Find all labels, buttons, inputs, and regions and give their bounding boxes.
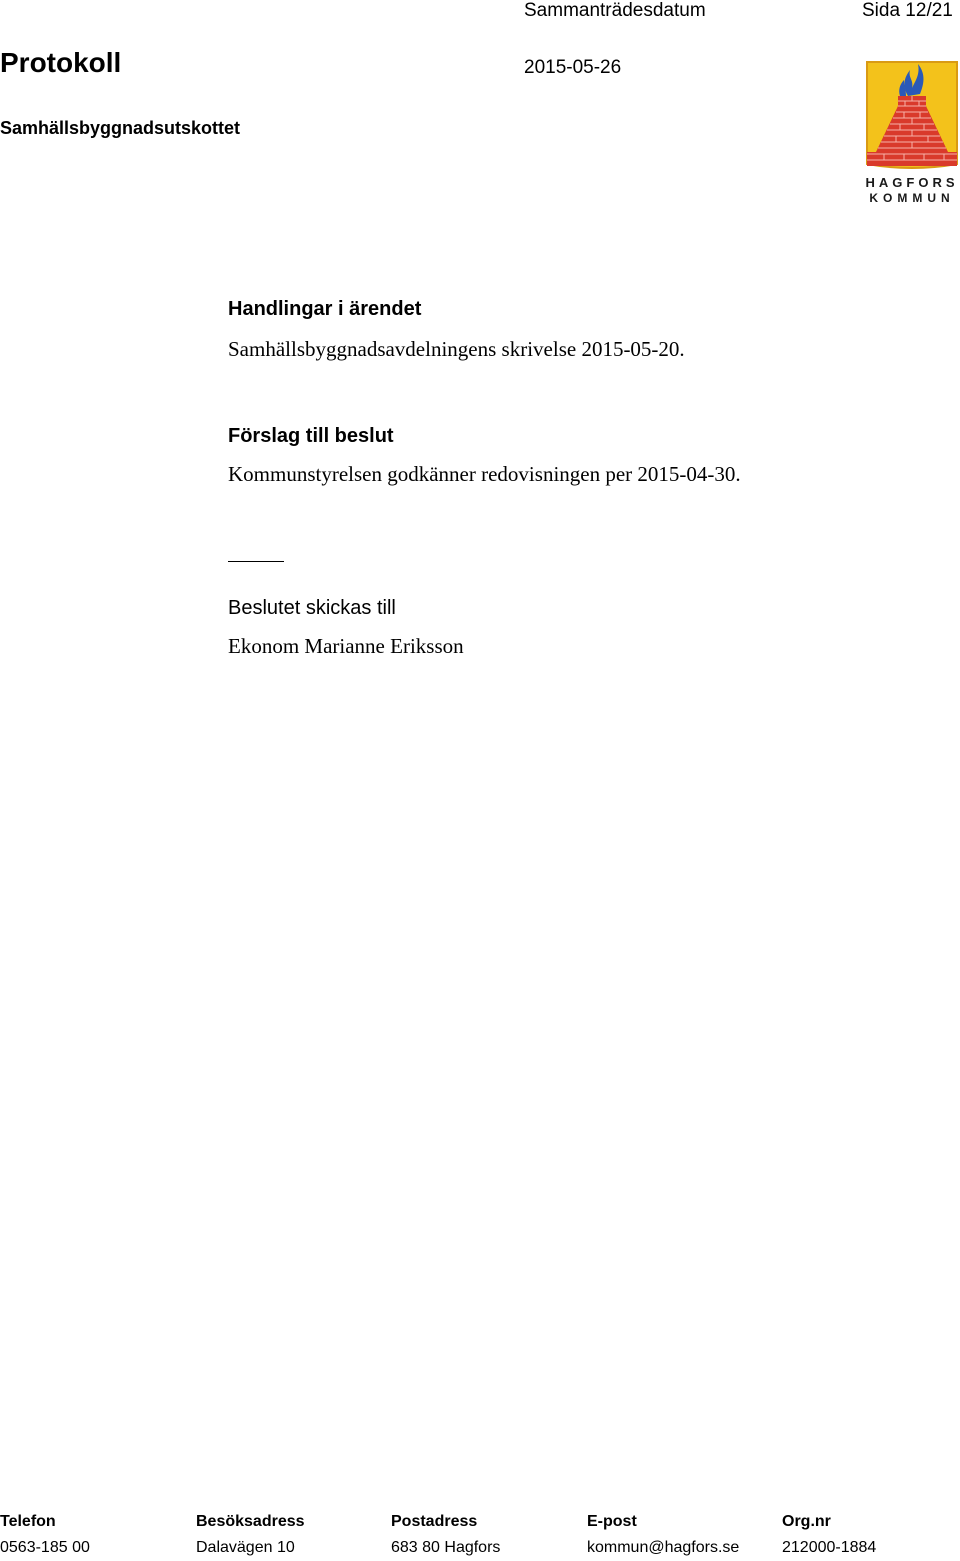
footer-column-visit bbox=[196, 1511, 305, 1559]
footer-column-email bbox=[587, 1511, 739, 1559]
committee-name: Samhällsbyggnadsutskottet bbox=[0, 118, 241, 138]
footer-value-phone: 0563-185 00 bbox=[0, 1539, 90, 1556]
footer-label-phone: Telefon bbox=[0, 1513, 56, 1530]
distribution-text: Ekonom Marianne Eriksson bbox=[228, 634, 464, 658]
proposal-text: Kommunstyrelsen godkänner redovisningen per 2015-04-30. bbox=[228, 462, 741, 486]
meeting-date-label: Sammanträdesdatum bbox=[524, 0, 706, 21]
footer-label-email: E-post bbox=[587, 1513, 637, 1530]
proposal-heading: Förslag till beslut bbox=[228, 425, 394, 447]
footer-label-visit: Besöksadress bbox=[196, 1513, 305, 1530]
logo-name-line2: KOMMUN bbox=[869, 191, 955, 205]
footer-column-orgnr bbox=[782, 1511, 876, 1559]
meeting-date: 2015-05-26 bbox=[524, 57, 622, 78]
logo-name-line1: HAGFORS bbox=[865, 175, 959, 190]
footer-label-postal: Postadress bbox=[391, 1513, 478, 1530]
hagfors-logo bbox=[864, 60, 960, 205]
distribution-heading: Beslutet skickas till bbox=[228, 597, 396, 619]
footer-column-postal bbox=[391, 1511, 500, 1559]
document-title: Protokoll bbox=[0, 47, 122, 78]
footer-value-orgnr: 212000-1884 bbox=[782, 1539, 877, 1556]
documents-text: Samhällsbyggnadsavdelningens skrivelse 2015-05-20. bbox=[228, 337, 685, 361]
documents-heading: Handlingar i ärendet bbox=[228, 298, 422, 320]
footer-value-visit: Dalavägen 10 bbox=[196, 1539, 295, 1556]
page-number: Sida 12/21 bbox=[862, 0, 953, 21]
footer-column-phone bbox=[0, 1511, 90, 1559]
footer-value-email: kommun@hagfors.se bbox=[587, 1539, 740, 1556]
footer-value-postal: 683 80 Hagfors bbox=[391, 1539, 501, 1556]
footer-label-orgnr: Org.nr bbox=[782, 1513, 831, 1530]
section-divider bbox=[228, 561, 284, 562]
